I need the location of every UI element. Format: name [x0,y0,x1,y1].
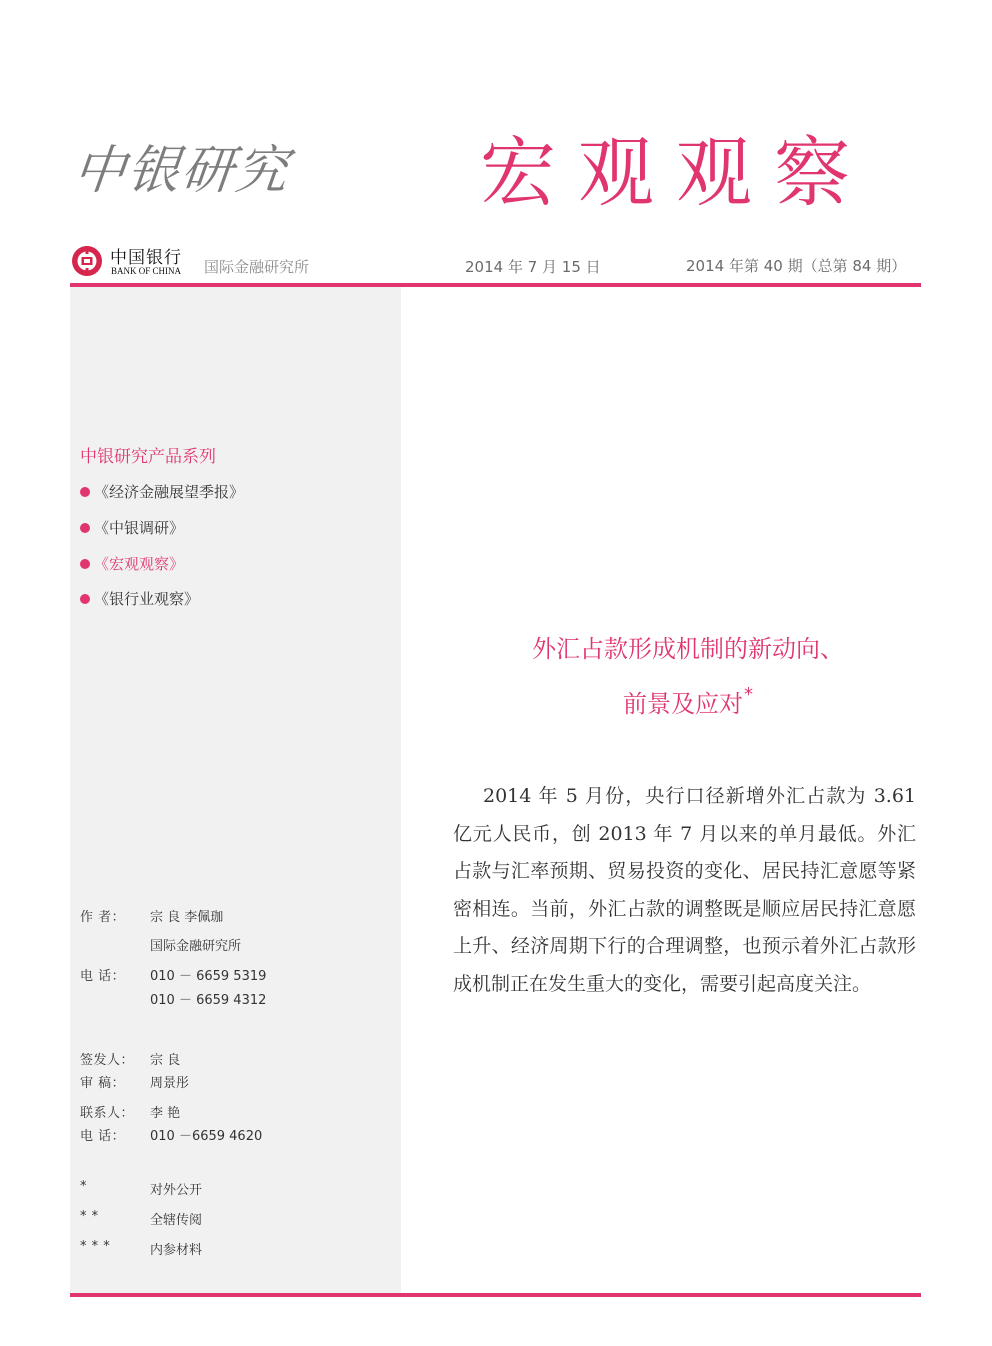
footer-divider [70,1293,921,1297]
product-item-macro [80,553,184,574]
article-title-text: 前景及应对 [623,690,743,718]
reviewer-label: 审 稿： [80,1076,126,1091]
bullet-dot [80,594,90,604]
phone-2: 010 － 6659 4312 [150,993,267,1008]
product-item-research [80,517,184,538]
issue-date: 2014 年 7 月 15 日 [465,258,601,276]
reviewer-value: 周景彤 [150,1076,190,1091]
article-abstract: 2014 年 5 月份，央行口径新增外汇占款为 3.61 亿元人民币，创 2013 年 7 月以来的单月最低。外汇占款与汇率预期、贸易投资的变化、居民持汇意愿等紧密相连。当前，外汇占款的调整既是顺应居民持汇意愿上升、经济周期下行的合理调整，也预示着外汇占款形成机制正在发生重大的变化，需要引起高度关注。 [453,785,916,995]
contact-label: 联系人： [80,1106,135,1121]
classification-mark: * * [80,1209,99,1224]
bullet-dot [80,523,90,533]
issuer-value: 宗 良 [150,1053,181,1068]
boc-name-en: BANK OF CHINA [111,266,182,276]
product-item-banking [80,588,199,609]
product-label: 《宏观观察》 [94,555,185,573]
bullet-dot [80,559,90,569]
issuer-label: 签发人： [80,1053,135,1068]
classification-label: 全辖传阅 [150,1213,203,1228]
authors-label: 作 者： [80,910,126,925]
series-title: 宏观观察 [480,128,872,217]
contact-phone-value: 010 －6659 4620 [150,1129,263,1144]
phone-label: 电 话： [80,969,126,984]
boc-name-cn: 中国银行 [110,248,182,268]
product-label: 《中银调研》 [94,519,185,537]
contact-phone-label: 电 话： [80,1129,126,1144]
brand-calligraphy-logo: 中银研究 [70,141,293,201]
contact-value: 李 艳 [150,1106,181,1121]
issue-number: 2014 年第 40 期（总第 84 期） [686,257,907,275]
classification-mark: * [80,1179,87,1194]
product-item-outlook [80,481,244,502]
boc-logo-icon [71,245,103,277]
authors-org: 国际金融研究所 [150,939,242,954]
product-label: 《银行业观察》 [94,590,200,608]
bullet-dot [80,487,90,497]
classification-label: 对外公开 [150,1183,203,1198]
classification-label: 内参材料 [150,1243,203,1258]
phone-1: 010 － 6659 5319 [150,969,267,984]
classification-mark: * * * [80,1239,111,1254]
institute-name: 国际金融研究所 [204,258,310,276]
authors-value: 宗 良 李佩珈 [150,910,224,925]
product-label: 《经济金融展望季报》 [94,483,245,501]
article-title-line2 [403,684,973,719]
title-footnote-mark: * [744,684,753,705]
article-title-line1: 外汇占款形成机制的新动向、 [532,635,844,663]
products-heading: 中银研究产品系列 [80,447,216,467]
